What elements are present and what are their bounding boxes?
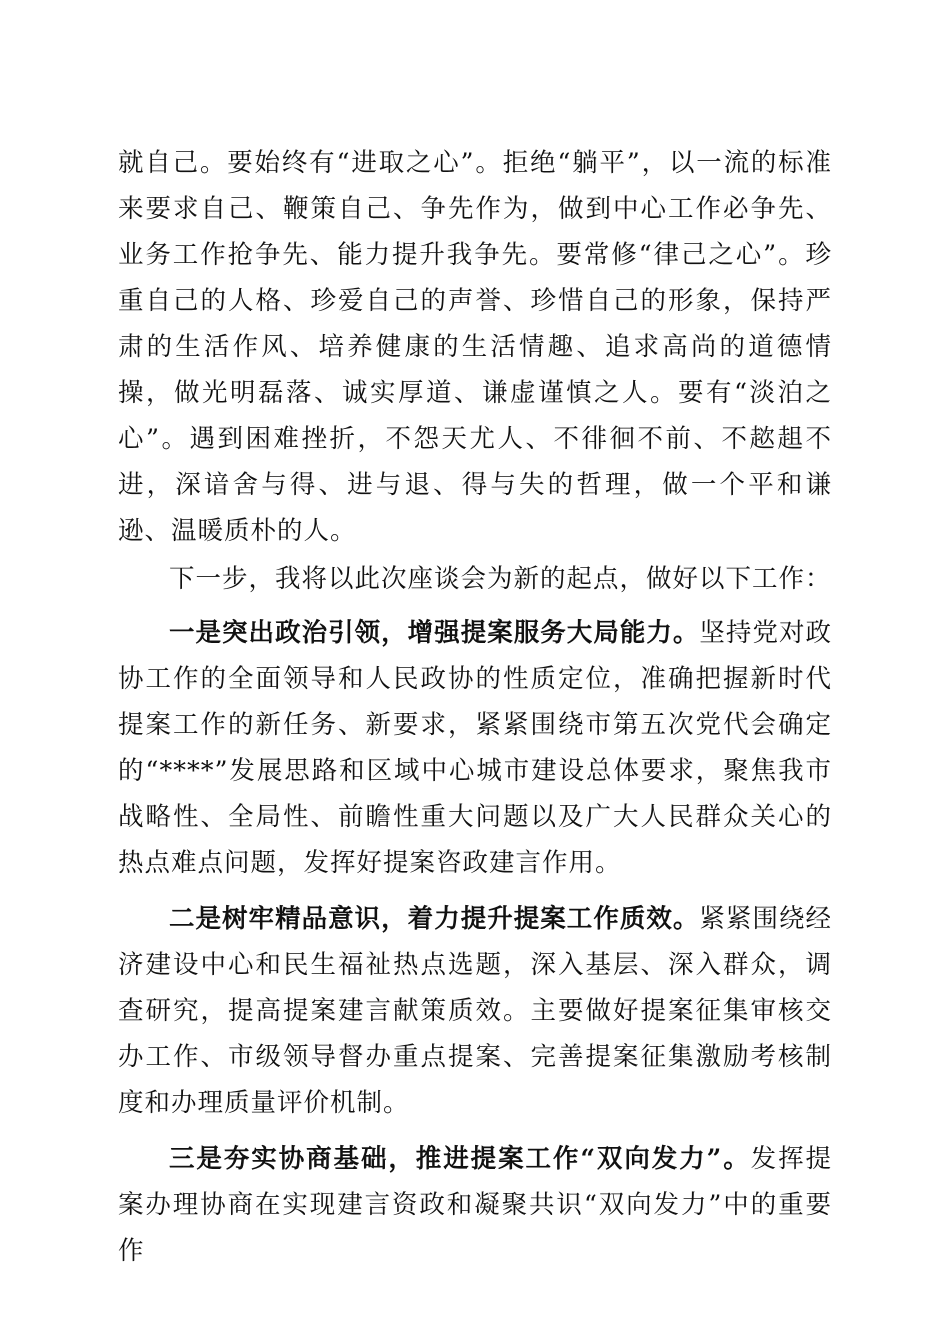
paragraph-item-1 [118,610,832,886]
paragraph-text: 坚持党对政协工作的全面领导和人民政协的性质定位，准确把握新时代提案工作的新任务、新要求，紧紧围绕市第五次党代会确定的“****”发展思路和区域中心城市建设总体要求，聚焦我市战略性、全局性、前瞻性重大问题以及广大人民群众关心的热点难点问题，发挥好提案咨政建言作用。 [118,618,832,878]
paragraph-item-3 [118,1136,832,1274]
paragraph-continuation [118,140,832,554]
document-body [118,140,832,1274]
paragraph-text: 紧紧围绕经济建设中心和民生福祉热点选题，深入基层、深入群众，调查研究，提高提案建言献策质效。主要做好提案征集审核交办工作、市级领导督办重点提案、完善提案征集激励考核制度和办理质量评价机制。 [118,904,832,1118]
paragraph-lead: 一是突出政治引领，增强提案服务大局能力。 [169,618,700,648]
paragraph-text: 就自己。要始终有“进取之心”。拒绝“躺平”，以一流的标准来要求自己、鞭策自己、争先作为，做到中心工作必争先、业务工作抢争先、能力提升我争先。要常修“律己之心”。珍重自己的人格、珍爱自己的声誉、珍惜自己的形象，保持严肃的生活作风、培养健康的生活情趣、追求高尚的道德情操，做光明磊落、诚实厚道、谦虚谨慎之人。要有“淡泊之心”。遇到困难挫折，不怨天尤人、不徘徊不前、不趑趄不进，深谙舍与得、进与退、得与失的哲理，做一个平和谦逊、温暖质朴的人。 [118,148,832,546]
paragraph-next-steps [118,556,832,602]
paragraph-lead: 二是树牢精品意识，着力提升提案工作质效。 [169,904,700,934]
paragraph-text: 发挥提案办理协商在实现建言资政和凝聚共识“双向发力”中的重要作 [118,1144,832,1266]
paragraph-text: 下一步，我将以此次座谈会为新的起点，做好以下工作： [169,564,832,594]
paragraph-item-2 [118,896,832,1126]
paragraph-lead: 三是夯实协商基础，推进提案工作“双向发力”。 [169,1144,751,1174]
